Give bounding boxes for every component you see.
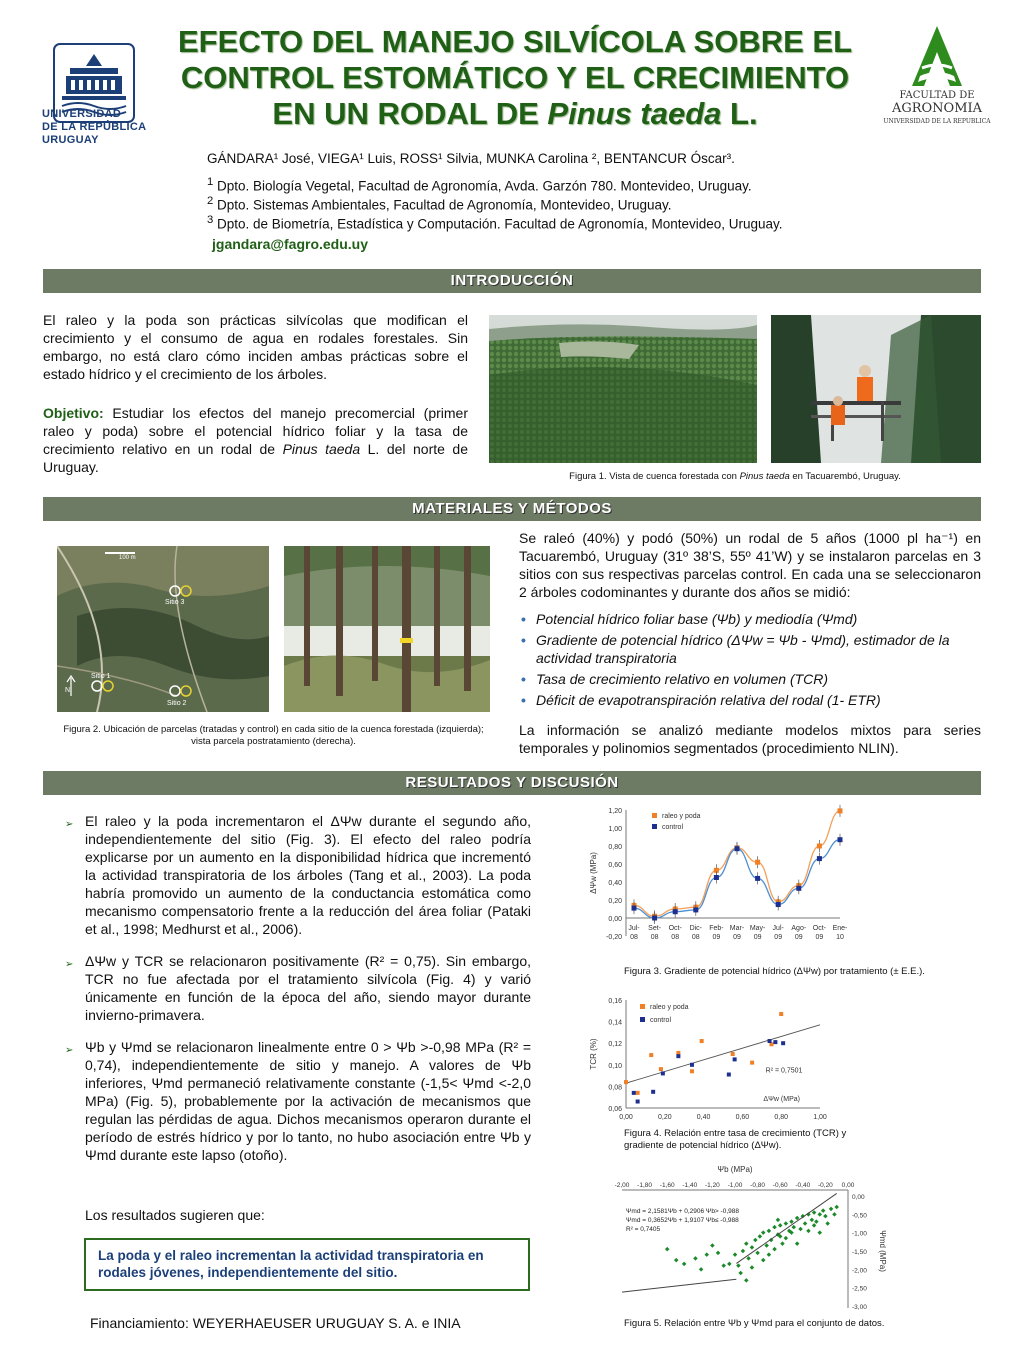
x-tick-label: 08 (691, 934, 700, 941)
results-list (63, 812, 531, 1178)
x-tick-label: 09 (753, 934, 762, 941)
measurement-item: • Gradiente de potencial hídrico (ΔΨw = Ψb - Ψmd), estimador de la actividad transpiratoria (521, 631, 981, 667)
data-point (693, 907, 698, 912)
x-tick-label: 0,00 (619, 1114, 633, 1121)
x-tick-label: Dic- (689, 925, 703, 932)
x-axis-label: ΔΨw (MPa) (763, 1096, 800, 1103)
x-tick-label: 09 (733, 934, 741, 941)
objective-paragraph: Objetivo: Estudiar los efectos del manejo precomercial (primer raleo y poda) sobre el potencial hídrico foliar y la tasa de crecimiento relativo en un rodal de Pinus taeda L. del norte de Uruguay. (43, 405, 468, 475)
data-point (700, 1039, 704, 1043)
figure-5-chart (600, 1160, 900, 1315)
data-point (738, 1271, 743, 1276)
data-point (624, 1080, 628, 1084)
data-point (659, 1067, 663, 1071)
data-point (817, 1212, 822, 1217)
data-point (714, 875, 719, 880)
data-point (632, 1091, 636, 1095)
data-point (755, 1251, 760, 1256)
segment-line-low (622, 1279, 736, 1292)
data-point (778, 1223, 783, 1228)
data-point (716, 1251, 721, 1256)
y-tick-label: 0,00 (852, 1194, 865, 1201)
data-point (674, 1258, 679, 1263)
result-item: ➢ ΔΨw y TCR se relacionaron positivamente (R² = 0,75). Sin embargo, TCR no fue afectada por el tratamiento silvícola (Fig. 4) y varió únicamente en función de la época del año, siendo mayor durante invierno-primavera. (65, 953, 531, 1023)
y-tick-label: -2,00 (852, 1267, 867, 1275)
udelar-name: UNIVERSIDAD DE LA REPÚBLICA URUGUAY (42, 108, 147, 146)
figure-3-chart (580, 800, 1000, 962)
data-point (746, 1256, 751, 1261)
data-point (772, 1247, 777, 1252)
y-tick-label: 0,10 (608, 1062, 622, 1070)
data-point (661, 1071, 665, 1075)
x-tick-label: 0,60 (735, 1114, 750, 1121)
data-point (632, 906, 637, 911)
svg-text:N: N (65, 687, 71, 694)
y-tick-label: 1,20 (608, 808, 622, 815)
y-tick-label: 0,12 (608, 1041, 622, 1049)
legend-marker (652, 824, 657, 829)
data-point (772, 1225, 777, 1230)
x-tick-label: 0,80 (774, 1114, 789, 1121)
svg-text:Sitio 3: Sitio 3 (165, 599, 185, 606)
data-point (817, 1230, 822, 1235)
methods-paragraph: Se raleó (40%) y podó (50%) un rodal de 5 años (1000 pl ha⁻¹) en Tacuarembó, Uruguay (31º 38’S, 55º 41’W) y se instalaron parcelas en 3 sitios con sus respectivas parcelas control. En cada una se seleccionaron 2 árboles codominantes y durante dos años se midió: (519, 530, 981, 600)
figure-2-caption: Figura 2. Ubicación de parcelas (tratadas y control) en cada sitio de la cuenca forestada (izquierda); vista parcela postratamiento (derecha). (63, 724, 484, 747)
data-point (690, 1063, 694, 1067)
data-point (690, 1069, 694, 1073)
data-point (795, 1241, 800, 1246)
x-tick-label: 08 (671, 934, 680, 941)
y-tick-label: 0,14 (608, 1019, 622, 1027)
data-point (798, 1227, 803, 1232)
x-tick-label: 09 (794, 934, 803, 941)
data-point (838, 808, 843, 813)
regression-equation: Ψmd = 2,1581Ψb + 0,2906 Ψb> -0,988 (626, 1208, 739, 1215)
y-tick-label: 0,60 (608, 862, 622, 869)
data-point (814, 1219, 819, 1224)
svg-text:Sitio 2: Sitio 2 (167, 700, 187, 707)
results-suggest: Los resultados sugieren que: (85, 1207, 265, 1223)
data-point (651, 1090, 655, 1094)
contact-email[interactable]: jgandara@fagro.edu.uy (212, 236, 369, 252)
data-point (750, 1265, 755, 1270)
data-point (750, 1245, 755, 1250)
y-axis-label: Ψmd (MPa) (878, 1230, 887, 1272)
data-point (733, 1057, 737, 1061)
legend-marker (640, 1004, 645, 1009)
x-tick-label: Mar- (729, 925, 745, 932)
data-point (779, 1012, 783, 1016)
measurements-list (521, 610, 981, 712)
data-point (652, 916, 657, 921)
section-bar-materiales-metodos: MATERIALES Y MÉTODOS (43, 497, 981, 521)
x-tick-label: Feb- (709, 925, 724, 932)
figure-5-caption: Figura 5. Relación entre Ψb y Ψmd para el conjunto de datos. (624, 1318, 885, 1329)
legend-label: control (650, 1017, 672, 1024)
x-tick-label: 0,00 (841, 1182, 855, 1189)
legend-label: raleo y poda (650, 1004, 689, 1011)
y-tick-label: -0,20 (606, 934, 622, 941)
y-tick-label: -1,00 (852, 1230, 867, 1238)
data-point (761, 1230, 766, 1235)
data-point (812, 1223, 817, 1228)
x-tick-label: Jul- (628, 925, 640, 932)
x-tick-label: -1,40 (682, 1182, 698, 1189)
measurement-item: • Tasa de crecimiento relativo en volumen (TCR) (521, 670, 981, 688)
y-tick-label: -1,50 (852, 1249, 867, 1256)
data-point (636, 1091, 640, 1095)
data-point (736, 1263, 741, 1268)
data-point (682, 1262, 687, 1267)
conclusion-box: La poda y el raleo incrementan la actividad transpiratoria en rodales jóvenes, independientemente del sitio. (84, 1238, 530, 1291)
data-point (780, 1241, 785, 1246)
legend-marker (652, 813, 657, 818)
figure-1-caption: Figura 1. Vista de cuenca forestada con Pinus taeda en Tacuarembó, Uruguay. (569, 471, 901, 482)
x-tick-label: -1,60 (659, 1182, 675, 1189)
data-point (806, 1229, 811, 1234)
figure-4-chart (580, 990, 840, 1126)
data-point (767, 1229, 772, 1234)
data-point (727, 1262, 732, 1267)
x-tick-label: Ene- (832, 925, 848, 932)
data-point (823, 1214, 828, 1219)
result-item: ➢ Ψb y Ψmd se relacionaron linealmente entre 0 > Ψb >-0,98 MPa (R² = 0,74), independientemente de sitio y manejo. A valores de Ψb inferiores, Ψmd permaneció relativamente constante (-1,5< Ψmd <-2,0 MPa) (Fig. 5), probablemente por la activación de mecanismos que regulan las pérdidas de agua. Dichos mecanismos operaron durante el período de estrés hídrico y por lo tanto, no hubo asociación entre Ψb y Ψmd durante este lapso (otoño). (65, 1039, 531, 1163)
forest-landscape-photo (489, 315, 757, 463)
data-point (829, 1207, 834, 1212)
y-axis-label: ΔΨw (MPa) (589, 852, 598, 894)
authors: GÁNDARA¹ José, VIEGA¹ Luis, ROSS¹ Silvia, MUNKA Carolina ², BENTANCUR Óscar³. (207, 151, 735, 166)
data-point (673, 909, 678, 914)
x-tick-label: Set- (648, 925, 662, 932)
data-point (791, 1225, 796, 1230)
affiliation-2: $^2$ Dpto. Sistemas Ambientales, Facultad de Agronomía, Montevideo, Uruguay. (207, 195, 672, 213)
x-tick-label: May- (749, 925, 766, 932)
section-bar-introduccion: INTRODUCCIÓN (43, 269, 981, 293)
analysis-paragraph: La información se analizó mediante modelos mixtos para series temporales y polinomios segmentados (procedimiento NLIN). (519, 722, 981, 756)
x-tick-label: Ago- (791, 925, 807, 932)
x-tick-label: 1,00 (813, 1114, 827, 1121)
x-tick-label: Jul- (772, 925, 784, 932)
y-axis-label: TCR (%) (589, 1038, 598, 1070)
y-tick-label: 0,06 (608, 1106, 622, 1113)
x-tick-label: 08 (650, 934, 659, 941)
intro-paragraph: El raleo y la poda son prácticas silvícolas que modifican el crecimiento y el consumo de agua en rodales forestales. Sin embargo, no está claro cómo inciden ambas prácticas sobre el estado hídrico y el crecimiento de los árboles. (43, 312, 468, 382)
x-tick-label: -1,00 (727, 1182, 743, 1189)
svg-text:100 m: 100 m (119, 555, 136, 561)
funding-note: Financiamiento: WEYERHAEUSER URUGUAY S. A. e INIA (90, 1315, 461, 1331)
legend-label: control (662, 824, 684, 831)
x-tick-label: Oct- (668, 925, 682, 932)
data-point (825, 1221, 830, 1226)
affiliation-1: $^1$ Dpto. Biología Vegetal, Facultad de Agronomía, Avda. Garzón 780. Montevideo, Uruguay. (207, 176, 752, 194)
data-point (784, 1236, 789, 1241)
affiliation-3: $^3$ Dpto. de Biometría, Estadística y Computación. Facultad de Agronomía, Montevideo, Uruguay. (207, 214, 783, 232)
data-point (636, 1100, 640, 1104)
data-point (796, 886, 801, 891)
x-tick-label: 0,40 (696, 1114, 711, 1121)
arrow-bullet-icon: ➢ (65, 819, 74, 830)
x-tick-label: 09 (774, 934, 783, 941)
x-tick-label: 09 (712, 934, 721, 941)
data-point (727, 1073, 731, 1077)
x-tick-label: -0,20 (817, 1182, 833, 1189)
x-tick-label: -0,80 (750, 1182, 766, 1189)
data-point (768, 1039, 772, 1043)
x-tick-label: 10 (836, 934, 844, 941)
y-tick-label: -2,50 (852, 1285, 867, 1293)
measurement-item: • Potencial hídrico foliar base (Ψb) y mediodía (Ψmd) (521, 610, 981, 628)
data-point (693, 1256, 698, 1261)
data-point (817, 844, 822, 849)
r-squared-annotation: R² = 0,7501 (765, 1067, 803, 1075)
data-point (750, 1061, 754, 1065)
measurement-item: • Déficit de evapotranspiración relativa del rodal (1- ETR) (521, 691, 981, 709)
x-tick-label: Oct- (812, 925, 827, 932)
data-point (741, 1249, 746, 1254)
regression-equation: R² = 0,7405 (626, 1226, 661, 1233)
data-point (776, 902, 781, 907)
x-axis-label: Ψb (MPa) (717, 1165, 753, 1174)
data-point (789, 1219, 794, 1224)
data-point (758, 1234, 763, 1239)
data-point (744, 1241, 749, 1246)
y-tick-label: 0,08 (608, 1084, 622, 1092)
data-point (781, 1041, 785, 1045)
site-map-photo (57, 546, 269, 712)
data-point (753, 1238, 758, 1243)
data-point (755, 860, 760, 865)
y-tick-label: -3,00 (852, 1304, 867, 1311)
agronomia-logo (882, 20, 992, 130)
svg-text:UNIVERSIDAD DE LA REPUBLICA: UNIVERSIDAD DE LA REPUBLICA (883, 118, 991, 125)
data-point (665, 1247, 670, 1252)
data-point (773, 1040, 777, 1044)
monitoring-tower-photo (771, 315, 981, 463)
x-tick-label: 08 (630, 934, 638, 941)
data-point (821, 1208, 826, 1213)
x-tick-label: 0,20 (657, 1114, 672, 1121)
data-point (676, 1054, 680, 1058)
y-tick-label: 0,00 (608, 916, 622, 923)
data-point (784, 1221, 789, 1226)
x-tick-label: -0,40 (795, 1182, 811, 1189)
x-tick-label: -0,60 (772, 1182, 788, 1189)
x-tick-label: 09 (815, 934, 824, 941)
arrow-bullet-icon: ➢ (65, 1045, 74, 1056)
data-point (817, 856, 822, 861)
data-point (755, 876, 760, 881)
legend-label: raleo y poda (662, 813, 701, 820)
data-point (761, 1258, 766, 1263)
section-bar-resultados: RESULTADOS Y DISCUSIÓN (43, 771, 981, 795)
svg-text:FACULTAD DE: FACULTAD DE (899, 90, 975, 101)
data-point (767, 1252, 772, 1257)
y-tick-label: 1,00 (608, 826, 622, 833)
y-tick-label: 0,40 (608, 880, 622, 887)
data-point (699, 1267, 704, 1272)
svg-text:Sitio 1: Sitio 1 (91, 673, 111, 680)
data-point (721, 1263, 726, 1268)
figure-4-caption: Figura 4. Relación entre tasa de crecimiento (TCR) y gradiente de potencial hídrico (ΔΨw). (624, 1128, 847, 1151)
poster-title: EFECTO DEL MANEJO SILVÍCOLA SOBRE EL CONTROL ESTOMÁTICO Y EL CRECIMIENTO EN UN RODAL DE Pinus taeda L. (177, 24, 853, 131)
segment-line-high (736, 1193, 836, 1263)
data-point (834, 1205, 839, 1210)
x-tick-label: -2,00 (614, 1182, 630, 1189)
data-point (810, 1218, 815, 1223)
svg-text:AGRONOMIA: AGRONOMIA (891, 101, 983, 116)
data-point (735, 846, 740, 851)
regression-equation: Ψmd = 0,3652Ψb + 1,9107 Ψb≤ -0,988 (626, 1217, 739, 1224)
y-tick-label: -0,50 (852, 1212, 867, 1220)
figure-3-caption: Figura 3. Gradiente de potencial hídrico (ΔΨw) por tratamiento (± E.E.). (624, 966, 925, 977)
legend-marker (640, 1017, 645, 1022)
result-item: ➢ El raleo y la poda incrementaron el ΔΨw durante el segundo año, independientemente del sitio (Fig. 3). El efecto del raleo podría explicarse por un aumento en la disponibilidad hídrica que incrementó la actividad transpiratoria de los árboles (Tang et al., 2003). La poda habría promovido un aumento de la conductancia estomática como mecanismo compensatorio frente a la reducción del área foliar (Pataki et al., 1998; Medhurst et al., 2006). (65, 813, 531, 937)
y-tick-label: 0,16 (608, 998, 622, 1005)
y-tick-label: 0,80 (608, 844, 622, 851)
y-tick-label: 0,20 (608, 898, 622, 905)
data-point (838, 837, 843, 842)
data-point (704, 1252, 709, 1257)
data-point (649, 1053, 653, 1057)
data-point (731, 1052, 735, 1056)
data-point (744, 1278, 749, 1283)
x-tick-label: -1,80 (637, 1182, 653, 1189)
plot-posttreatment-photo (284, 546, 490, 712)
data-point (710, 1243, 715, 1248)
trend-line (626, 1025, 820, 1083)
data-point (832, 1212, 837, 1217)
data-point (733, 1252, 738, 1257)
data-point (776, 1218, 781, 1223)
x-tick-label: -1,20 (704, 1182, 720, 1189)
data-point (803, 1221, 808, 1226)
arrow-bullet-icon: ➢ (65, 959, 74, 970)
